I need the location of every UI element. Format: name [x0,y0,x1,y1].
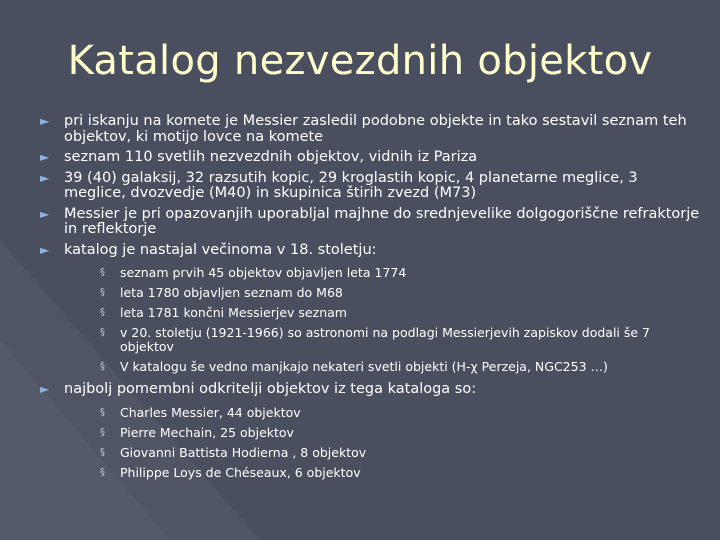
bullet-text: pri iskanju na komete je Messier zasledil podobne objekte in tako sestavil seznam teh objektov, ki motijo lovce na komete [64,113,687,145]
section-sign-icon: § [100,466,105,478]
bullet-item [40,114,700,145]
bullet-text: katalog je nastajal večinoma v 18. stoletju: [64,241,377,258]
triangle-bullet-icon: ► [40,114,50,128]
bullet-text: 39 (40) galaksij, 32 razsutih kopic, 29 kroglastih kopic, 4 planetarne meglice, 3 meglice, dvozvedje (M40) in skupinica štirih zvezd (M73) [64,169,638,201]
section-sign-icon: § [100,426,105,438]
triangle-bullet-icon: ► [40,150,50,164]
sub-bullet-item [78,266,700,280]
sub-bullet-list [78,266,700,374]
bullet-item [40,150,700,166]
sub-bullet-item [78,326,700,354]
slide-title: Katalog nezvezdnih objektov [67,38,653,84]
section-sign-icon: § [100,327,105,338]
triangle-bullet-icon: ► [40,242,50,257]
sub-bullet-item [78,446,700,460]
triangle-bullet-icon: ► [40,170,50,185]
bullet-item [40,171,700,202]
triangle-bullet-icon: ► [40,206,50,221]
sub-bullet-text: V katalogu še vedno manjkajo nekateri svetli objekti (H-χ Perzeja, NGC253 …) [120,359,608,374]
section-sign-icon: § [100,287,105,298]
sub-bullet-item [78,360,700,374]
bullet-item [40,243,700,375]
sub-bullet-text: Giovanni Battista Hodierna , 8 objektov [120,444,367,460]
bullet-text: najbolj pomembni odkritelji objektov iz tega kataloga so: [64,381,477,397]
section-sign-icon: § [100,307,105,318]
bullet-list [40,114,700,488]
section-sign-icon: § [100,267,105,278]
sub-bullet-item [78,406,700,420]
sub-bullet-text: Charles Messier, 44 objektov [120,404,301,420]
section-sign-icon: § [100,446,105,458]
sub-bullet-list [78,406,700,480]
sub-bullet-item [78,426,700,440]
bullet-item [40,382,700,480]
sub-bullet-text: Philippe Loys de Chéseaux, 6 objektov [120,464,361,480]
section-sign-icon: § [100,406,105,418]
sub-bullet-item [78,306,700,320]
triangle-bullet-icon: ► [40,382,50,396]
bullet-item [40,207,700,238]
sub-bullet-text: leta 1781 končni Messierjev seznam [120,305,347,320]
section-sign-icon: § [100,361,105,372]
sub-bullet-text: Pierre Mechain, 25 objektov [120,424,294,440]
sub-bullet-text: leta 1780 objavljen seznam do M68 [120,285,343,300]
sub-bullet-text: v 20. stoletju (1921-1966) so astronomi na podlagi Messierjevih zapiskov dodali še 7 objektov [120,325,650,354]
sub-bullet-item [78,466,700,480]
bullet-text: Messier je pri opazovanjih uporabljal majhne do srednjevelike dolgogoriščne refraktorje in reflektorje [64,205,700,237]
sub-bullet-text: seznam prvih 45 objektov objavljen leta 1774 [120,265,407,280]
bullet-text: seznam 110 svetlih nezvezdnih objektov, vidnih iz Pariza [64,149,478,165]
sub-bullet-item [78,286,700,300]
